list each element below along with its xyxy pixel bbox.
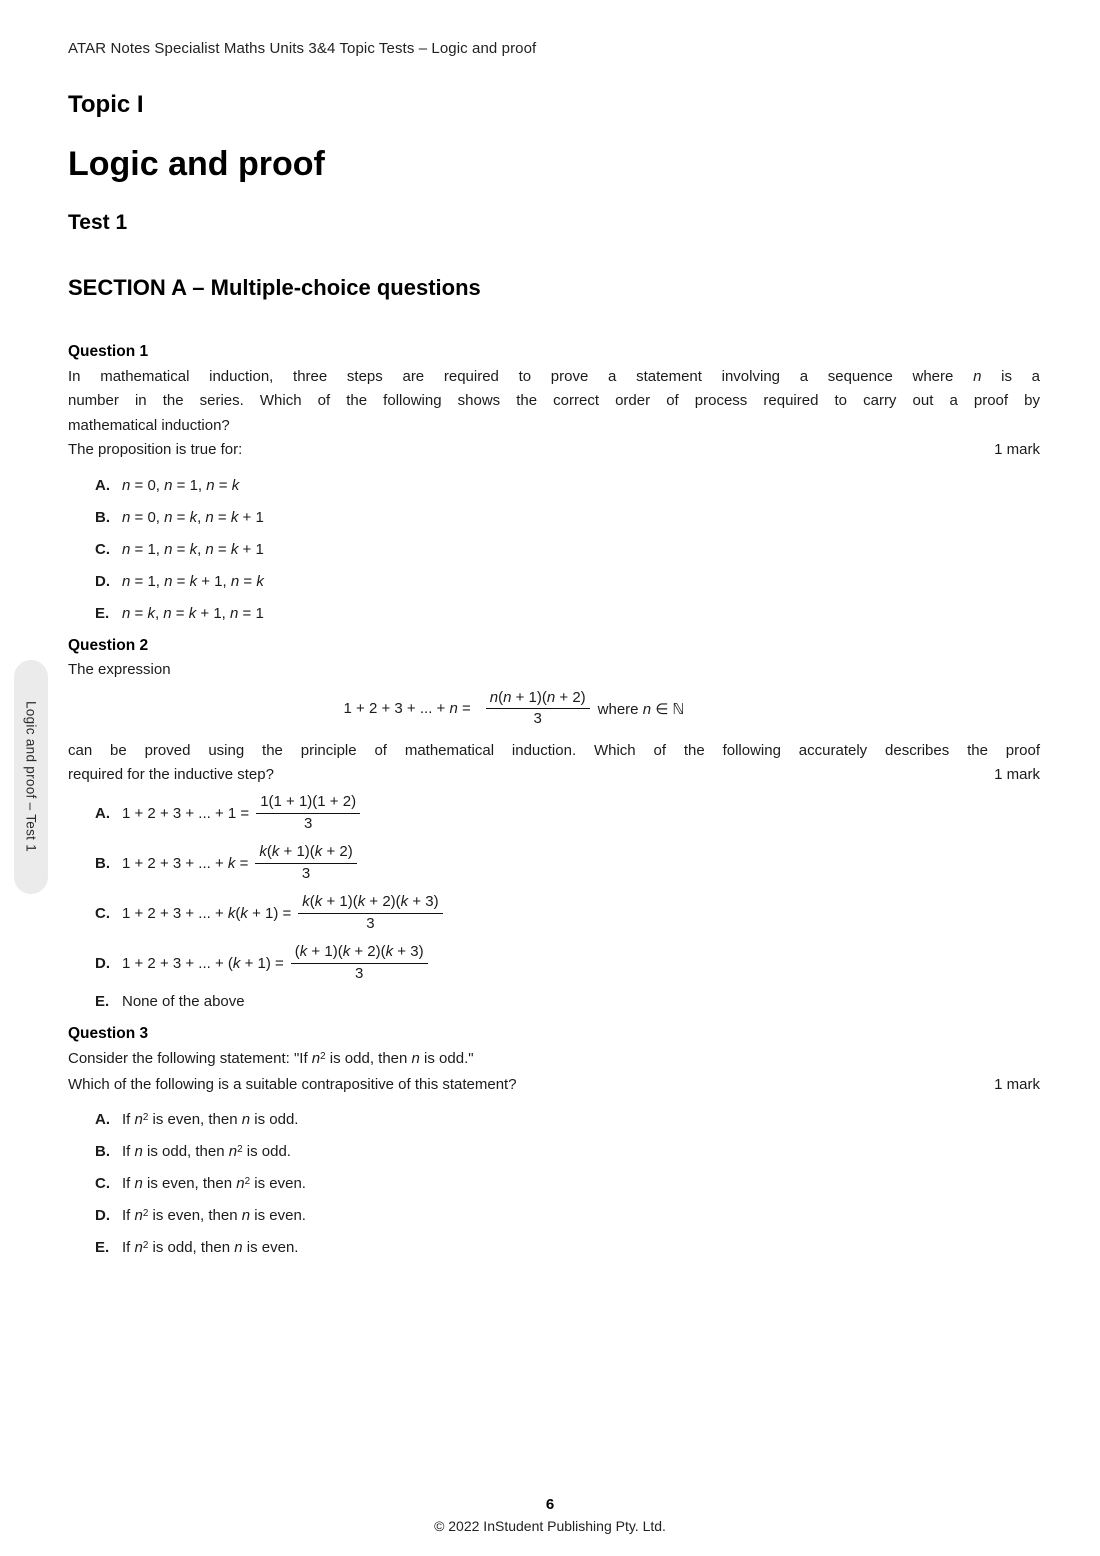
question-2-label: Question 2 bbox=[68, 636, 149, 654]
question-2 bbox=[68, 637, 1040, 1011]
option-letter: C. bbox=[95, 1175, 110, 1193]
option-row bbox=[95, 1239, 1040, 1256]
option-letter: E. bbox=[95, 604, 110, 622]
fraction bbox=[255, 843, 356, 883]
fraction-numerator: (k + 1)(k + 2)(k + 3) bbox=[291, 943, 428, 964]
option-row bbox=[95, 793, 1040, 833]
option-expression: 1 + 2 + 3 + ... + k = bbox=[122, 854, 249, 872]
question-3-lead: Which of the following is a suitable contrapositive of this statement? bbox=[68, 1075, 517, 1093]
option-letter: D. bbox=[95, 954, 110, 972]
question-1-lead-row bbox=[68, 438, 1040, 463]
fraction-numerator: 1(1 + 1)(1 + 2) bbox=[256, 793, 360, 814]
question-3-marks: 1 mark bbox=[994, 1075, 1040, 1093]
page-footer bbox=[0, 1496, 1100, 1534]
running-header: ATAR Notes Specialist Maths Units 3&4 Topic Tests – Logic and proof bbox=[68, 40, 537, 57]
option-letter: E. bbox=[95, 993, 110, 1011]
page-number: 6 bbox=[545, 1496, 555, 1513]
fraction bbox=[291, 943, 428, 983]
fraction-denominator: 3 bbox=[355, 964, 364, 982]
page-title: Logic and proof bbox=[68, 144, 325, 183]
option-letter: D. bbox=[95, 572, 110, 590]
fraction-denominator: 3 bbox=[303, 814, 313, 832]
question-1-options bbox=[95, 477, 1040, 622]
option-letter: A. bbox=[95, 476, 110, 494]
question-1-body-line-1: In mathematical induction, three steps are required to prove a statement involving a sequence where n is a bbox=[68, 367, 1040, 385]
option-letter: B. bbox=[95, 1143, 110, 1161]
question-1-lead: The proposition is true for: bbox=[68, 441, 243, 459]
fraction-denominator: 3 bbox=[366, 914, 375, 932]
option-text: n = k, n = k + 1, n = 1 bbox=[122, 604, 264, 622]
question-2-body-line-2: required for the inductive step? bbox=[68, 765, 274, 783]
question-3-label: Question 3 bbox=[68, 1025, 149, 1043]
fraction bbox=[486, 689, 590, 729]
option-text: None of the above bbox=[122, 993, 245, 1011]
fraction bbox=[256, 793, 360, 833]
option-expression: 1 + 2 + 3 + ... + 1 = bbox=[122, 804, 250, 822]
option-letter: B. bbox=[95, 508, 110, 526]
option-letter: A. bbox=[95, 804, 110, 822]
option-text: If $n^2$ is even, then n is odd. bbox=[122, 1111, 299, 1129]
question-2-body bbox=[68, 738, 1040, 788]
question-1-body bbox=[68, 365, 1040, 439]
question-1-label: Question 1 bbox=[68, 343, 149, 361]
option-row bbox=[95, 943, 1040, 983]
question-1-body-line-2: number in the series. Which of the following shows the correct order of process required to carry out a proof by bbox=[68, 392, 1040, 410]
option-text: n = 1, n = k, n = k + 1 bbox=[122, 540, 264, 558]
variable-n: n bbox=[973, 367, 982, 385]
option-text: If n is odd, then $n^2$ is odd. bbox=[122, 1143, 291, 1161]
option-row bbox=[95, 605, 1040, 622]
question-1-body-line-3: mathematical induction? bbox=[68, 416, 230, 434]
question-2-options bbox=[95, 793, 1040, 1010]
copyright-notice: © 2022 InStudent Publishing Pty. Ltd. bbox=[434, 1518, 666, 1534]
question-1 bbox=[68, 343, 1040, 622]
question-2-lead: The expression bbox=[68, 661, 171, 679]
option-expression: 1 + 2 + 3 + ... + k(k + 1) = bbox=[122, 904, 292, 922]
fraction-numerator: k(k + 1)(k + 2) bbox=[255, 843, 356, 864]
option-row bbox=[95, 1143, 1040, 1160]
question-3 bbox=[68, 1025, 1040, 1256]
option-row bbox=[95, 573, 1040, 590]
option-row bbox=[95, 1111, 1040, 1128]
fraction bbox=[298, 893, 442, 933]
option-row bbox=[95, 509, 1040, 526]
option-text: If $n^2$ is even, then n is even. bbox=[122, 1207, 306, 1225]
section-heading: SECTION A – Multiple-choice questions bbox=[68, 274, 481, 300]
option-text: If $n^2$ is odd, then n is even. bbox=[122, 1239, 299, 1257]
fraction-numerator: n(n + 1)(n + 2) bbox=[486, 689, 590, 710]
option-letter: C. bbox=[95, 904, 110, 922]
question-2-marks: 1 mark bbox=[994, 765, 1040, 783]
side-tab bbox=[14, 660, 48, 894]
fraction-numerator: k(k + 1)(k + 2)(k + 3) bbox=[298, 893, 442, 914]
question-3-options bbox=[95, 1111, 1040, 1256]
fraction-denominator: 3 bbox=[533, 710, 542, 728]
option-expression: 1 + 2 + 3 + ... + (k + 1) = bbox=[122, 954, 284, 972]
option-letter: A. bbox=[95, 1111, 110, 1129]
option-text: n = 0, n = k, n = k + 1 bbox=[122, 508, 264, 526]
side-tab-label: Logic and proof – Test 1 bbox=[23, 701, 39, 853]
option-row bbox=[95, 541, 1040, 558]
question-3-statement: Consider the following statement: "If $n^2$ is odd, then n is odd." bbox=[68, 1050, 474, 1068]
option-letter: B. bbox=[95, 854, 110, 872]
question-3-lead-row bbox=[68, 1073, 1040, 1098]
option-letter: C. bbox=[95, 540, 110, 558]
option-text: If n is even, then $n^2$ is even. bbox=[122, 1175, 306, 1193]
option-row bbox=[95, 893, 1040, 933]
question-2-body-line-1: can be proved using the principle of mathematical induction. Which of the following accurately describes the proof bbox=[68, 741, 1040, 759]
topic-kicker: Topic I bbox=[68, 91, 144, 118]
question-1-marks: 1 mark bbox=[994, 441, 1040, 459]
equation-lhs: 1 + 2 + 3 + ... + n = bbox=[343, 700, 471, 718]
option-text: n = 1, n = k + 1, n = k bbox=[122, 572, 264, 590]
option-row bbox=[95, 1207, 1040, 1224]
question-2-equation bbox=[68, 689, 960, 729]
test-label: Test 1 bbox=[68, 210, 128, 234]
option-row bbox=[95, 993, 1040, 1010]
question-2-lead-row bbox=[68, 763, 1040, 788]
fraction-denominator: 3 bbox=[301, 864, 311, 882]
page-content bbox=[68, 0, 1040, 1271]
option-row bbox=[95, 1175, 1040, 1192]
equation-rhs: where n ∈ ℕ bbox=[597, 700, 685, 718]
option-row bbox=[95, 843, 1040, 883]
option-letter: D. bbox=[95, 1207, 110, 1225]
option-row bbox=[95, 477, 1040, 494]
option-text: n = 0, n = 1, n = k bbox=[122, 476, 240, 494]
option-letter: E. bbox=[95, 1239, 110, 1257]
